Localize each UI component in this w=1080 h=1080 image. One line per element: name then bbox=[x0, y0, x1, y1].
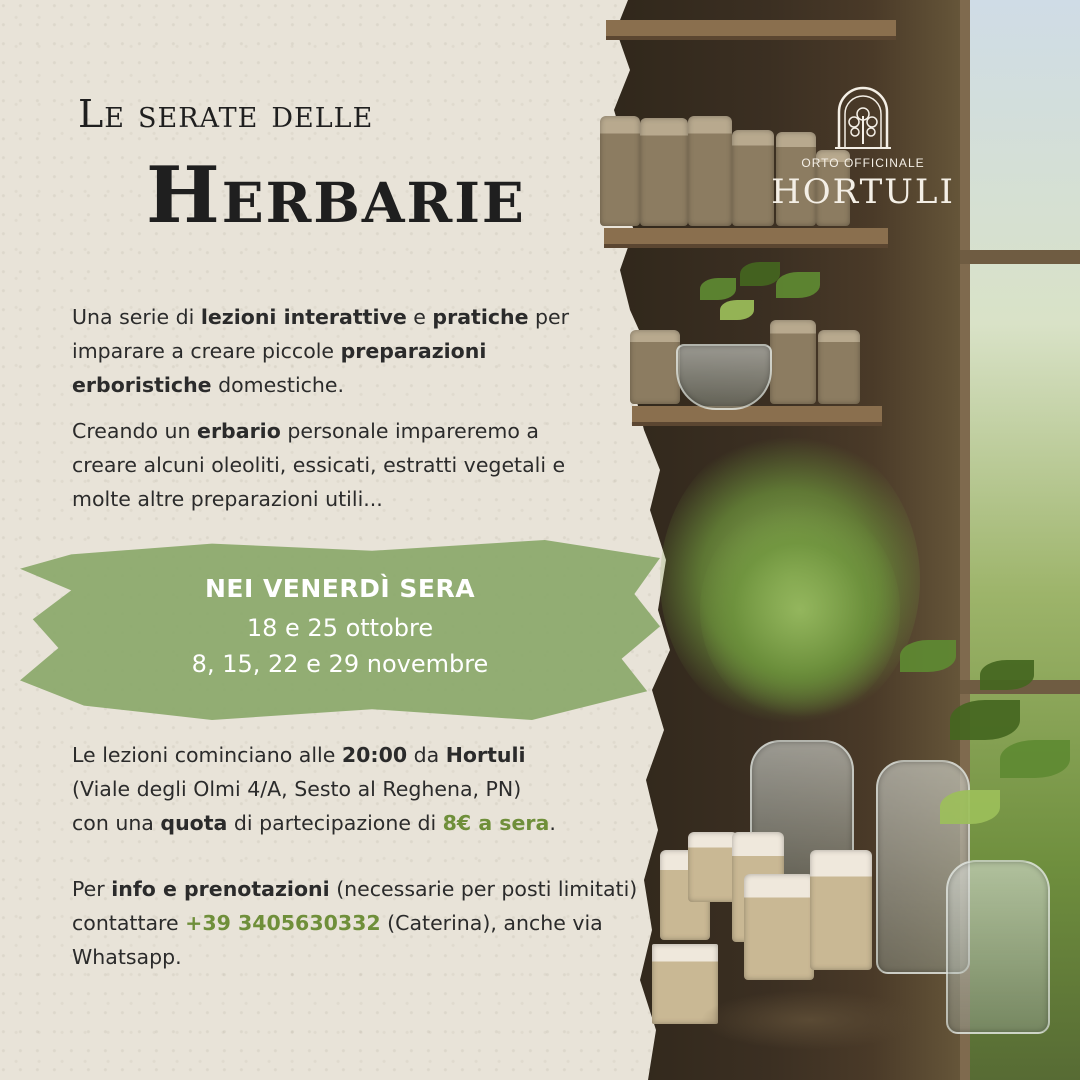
herb-jar bbox=[640, 118, 688, 226]
dates-november: 8, 15, 22 e 29 novembre bbox=[191, 650, 489, 678]
herb-jar bbox=[688, 832, 738, 902]
lesson-time: 20:00 bbox=[341, 743, 408, 767]
intro-bold: pratiche bbox=[432, 305, 529, 329]
intro-text: e bbox=[406, 305, 433, 329]
lesson-quota: quota bbox=[160, 811, 228, 835]
info-text: (necessarie per posti limitati) contattare bbox=[72, 877, 638, 935]
lessons-text: Le lezioni cominciano alle bbox=[72, 743, 342, 767]
title-line-2: Herbarie bbox=[146, 150, 526, 241]
shelf bbox=[606, 20, 896, 40]
plant-leaf bbox=[980, 660, 1034, 690]
intro-bold: lezioni interattive bbox=[200, 305, 407, 329]
lesson-price: 8€ a sera bbox=[442, 811, 550, 835]
dried-herbs bbox=[700, 990, 920, 1050]
plant-leaf bbox=[740, 262, 780, 286]
shelf bbox=[604, 228, 888, 248]
shelf bbox=[632, 406, 882, 426]
intro-paragraph bbox=[72, 300, 592, 402]
herb-jar bbox=[810, 850, 872, 970]
info-paragraph bbox=[72, 872, 642, 974]
lessons-paragraph bbox=[72, 738, 612, 840]
glass-bottle bbox=[946, 860, 1050, 1034]
plant-leaf bbox=[776, 272, 820, 298]
herb-jar bbox=[744, 874, 814, 980]
herb-jar bbox=[770, 320, 816, 404]
logo-name: HORTULI bbox=[771, 172, 955, 212]
intro-bold: preparazioni erboristiche bbox=[72, 339, 487, 397]
info-text: (Caterina), anche via Whatsapp. bbox=[72, 911, 603, 969]
lessons-text: di partecipazione di bbox=[227, 811, 443, 835]
plant-leaf bbox=[720, 300, 754, 320]
plant-leaf bbox=[900, 640, 956, 672]
fennel-plant bbox=[700, 500, 900, 720]
lessons-text: da bbox=[407, 743, 446, 767]
phone-number[interactable]: +39 3405630332 bbox=[185, 911, 381, 935]
lessons-text: con una bbox=[72, 811, 161, 835]
herb-jar bbox=[688, 116, 732, 226]
lessons-text: . bbox=[549, 811, 556, 835]
title-line-1: Le serate delle bbox=[78, 92, 374, 136]
herb-jar bbox=[818, 330, 860, 404]
window-frame-bar bbox=[960, 250, 1080, 264]
plant-leaf bbox=[940, 790, 1000, 824]
erbario-text: personale impareremo a creare alcuni oleoliti, essicati, estratti vegetali e molte altre preparazioni utili... bbox=[72, 419, 566, 511]
intro-text: domestiche. bbox=[211, 373, 345, 397]
dates-october: 18 e 25 ottobre bbox=[246, 614, 434, 642]
lesson-address: (Viale degli Olmi 4/A, Sesto al Reghena, PN) bbox=[72, 777, 522, 801]
erbario-bold: erbario bbox=[197, 419, 281, 443]
herb-jar bbox=[600, 116, 640, 226]
plant-leaf bbox=[700, 278, 736, 300]
herb-jar bbox=[630, 330, 680, 404]
plant-leaf bbox=[1000, 740, 1070, 778]
intro-text: Una serie di bbox=[72, 305, 201, 329]
dates-heading: NEI VENERDÌ SERA bbox=[204, 574, 476, 603]
logo-subtitle: ORTO OFFICINALE bbox=[801, 156, 925, 170]
tree-arch-icon bbox=[833, 86, 893, 150]
lesson-place: Hortuli bbox=[445, 743, 526, 767]
info-bold: info e prenotazioni bbox=[111, 877, 330, 901]
glass-bowl bbox=[676, 344, 772, 410]
erbario-paragraph bbox=[72, 414, 582, 516]
info-text: Per bbox=[72, 877, 112, 901]
intro-text: per imparare a creare piccole bbox=[72, 305, 570, 363]
erbario-text: Creando un bbox=[72, 419, 198, 443]
hortuli-logo bbox=[768, 86, 958, 212]
plant-leaf bbox=[950, 700, 1020, 740]
